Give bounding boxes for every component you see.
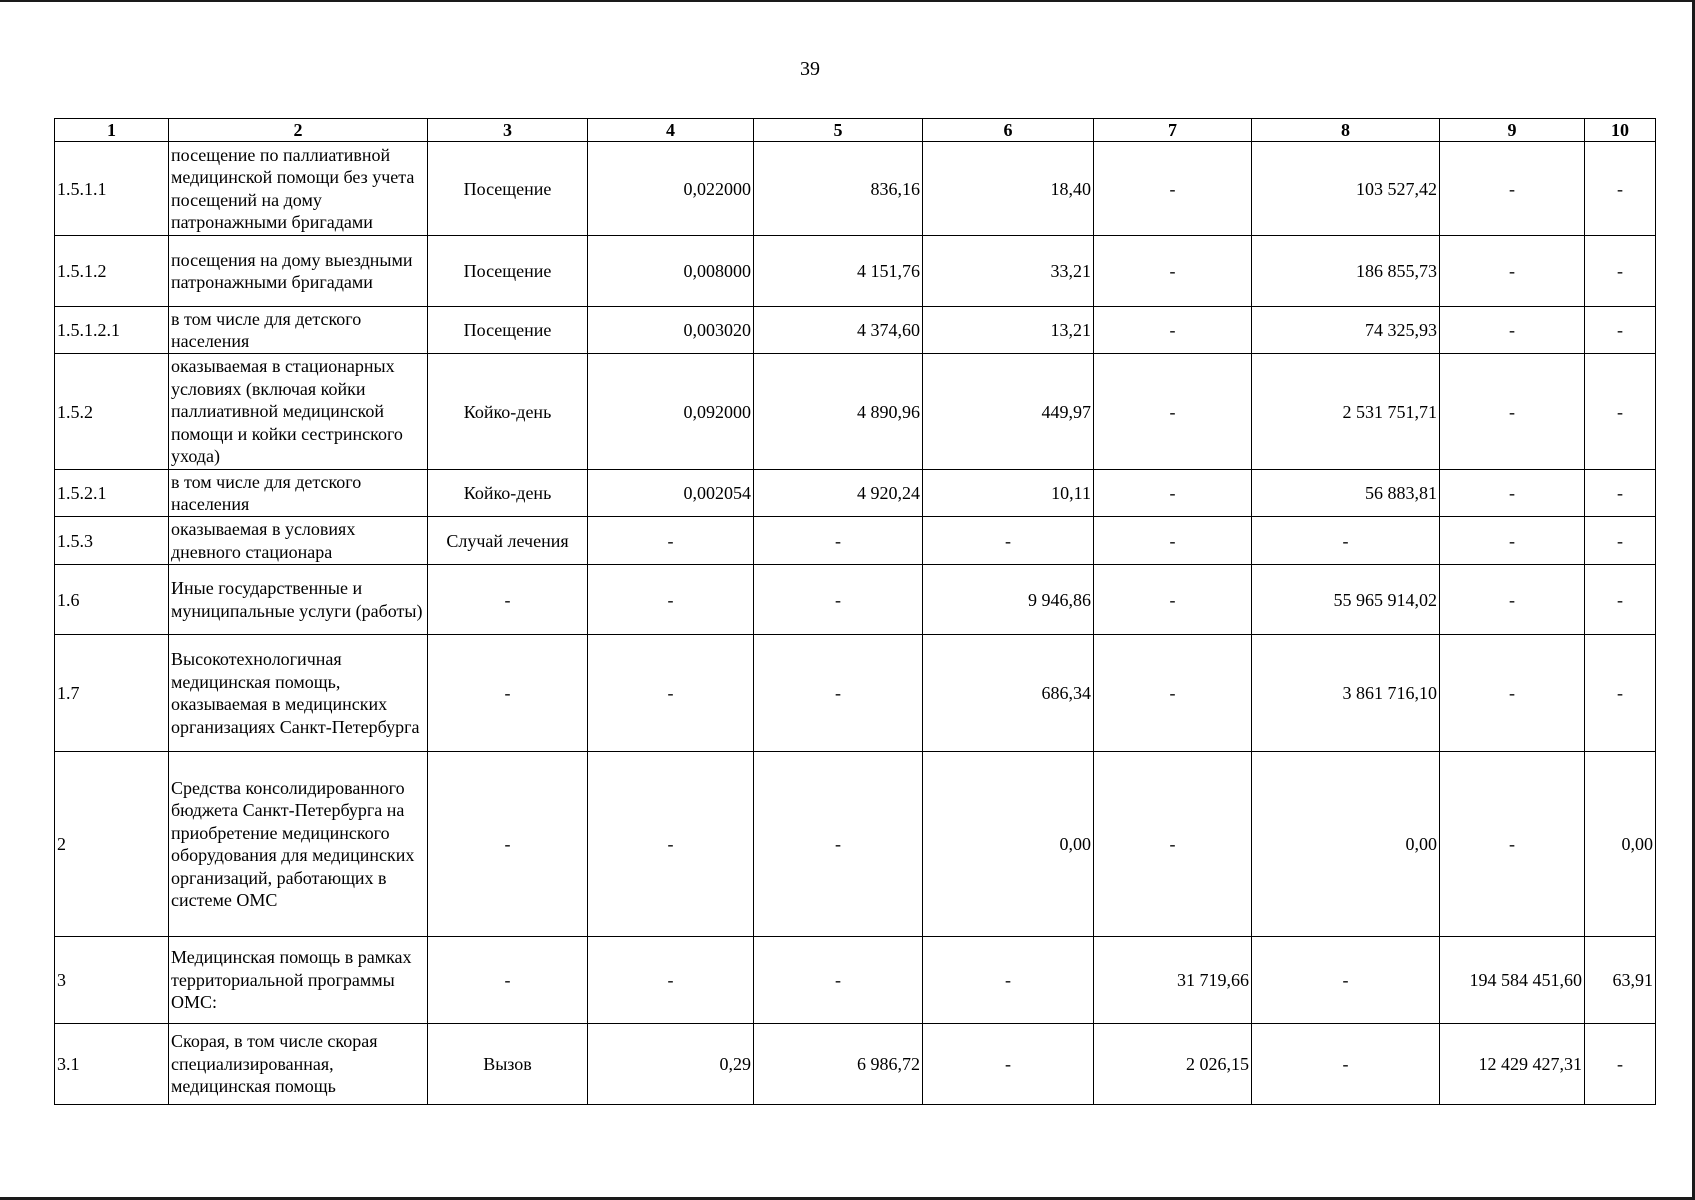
row-number: 1.5.1.2 — [55, 236, 169, 307]
row-unit: - — [428, 752, 588, 937]
table-row — [55, 307, 1656, 354]
row-unit: - — [428, 565, 588, 635]
table-row — [55, 635, 1656, 752]
row-name: Средства консолидированного бюджета Санкт-Петербурга на приобретение медицинского оборудования для медицинских организаций, работающих в системе ОМС — [169, 752, 428, 937]
financing-table — [54, 118, 1656, 1105]
column-header: 10 — [1585, 119, 1656, 142]
row-number: 3.1 — [55, 1024, 169, 1105]
cell-col4: - — [588, 517, 754, 565]
cell-col4: 0,003020 — [588, 307, 754, 354]
cell-col8: 186 855,73 — [1252, 236, 1440, 307]
cell-col7: - — [1094, 752, 1252, 937]
cell-col10: - — [1585, 236, 1656, 307]
column-header: 4 — [588, 119, 754, 142]
row-unit: Случай лечения — [428, 517, 588, 565]
cell-col6: 449,97 — [923, 354, 1094, 470]
cell-col9: - — [1440, 142, 1585, 236]
row-name: оказываемая в стационарных условиях (включая койки паллиативной медицинской помощи и койки сестринского ухода) — [169, 354, 428, 470]
row-number: 1.5.2 — [55, 354, 169, 470]
column-header: 6 — [923, 119, 1094, 142]
cell-col9: - — [1440, 354, 1585, 470]
row-name: в том числе для детского населения — [169, 307, 428, 354]
row-unit: Посещение — [428, 236, 588, 307]
cell-col9: - — [1440, 470, 1585, 517]
cell-col9: - — [1440, 307, 1585, 354]
cell-col8: 2 531 751,71 — [1252, 354, 1440, 470]
cell-col5: - — [754, 752, 923, 937]
row-number: 1.5.1.1 — [55, 142, 169, 236]
cell-col8: 103 527,42 — [1252, 142, 1440, 236]
row-name: посещения на дому выездными патронажными бригадами — [169, 236, 428, 307]
cell-col10: 0,00 — [1585, 752, 1656, 937]
column-header: 9 — [1440, 119, 1585, 142]
row-unit: - — [428, 635, 588, 752]
cell-col9: - — [1440, 565, 1585, 635]
scan-edge-top — [0, 0, 1695, 2]
cell-col4: 0,008000 — [588, 236, 754, 307]
table-header-row — [55, 119, 1656, 142]
cell-col9: - — [1440, 635, 1585, 752]
cell-col8: - — [1252, 1024, 1440, 1105]
cell-col8: - — [1252, 517, 1440, 565]
cell-col7: - — [1094, 565, 1252, 635]
column-header: 3 — [428, 119, 588, 142]
cell-col5: 4 890,96 — [754, 354, 923, 470]
cell-col7: 2 026,15 — [1094, 1024, 1252, 1105]
cell-col9: - — [1440, 236, 1585, 307]
cell-col7: - — [1094, 142, 1252, 236]
row-number: 1.6 — [55, 565, 169, 635]
cell-col9: - — [1440, 517, 1585, 565]
cell-col6: 10,11 — [923, 470, 1094, 517]
cell-col6: - — [923, 937, 1094, 1024]
cell-col7: - — [1094, 470, 1252, 517]
cell-col6: - — [923, 517, 1094, 565]
cell-col8: 3 861 716,10 — [1252, 635, 1440, 752]
row-unit: - — [428, 937, 588, 1024]
cell-col9: - — [1440, 752, 1585, 937]
row-number: 1.5.3 — [55, 517, 169, 565]
cell-col5: - — [754, 635, 923, 752]
row-name: Высокотехнологичная медицинская помощь, оказываемая в медицинских организациях Санкт-Петербурга — [169, 635, 428, 752]
cell-col7: - — [1094, 354, 1252, 470]
cell-col5: 4 151,76 — [754, 236, 923, 307]
cell-col4: - — [588, 565, 754, 635]
cell-col10: - — [1585, 354, 1656, 470]
cell-col5: 6 986,72 — [754, 1024, 923, 1105]
row-name: оказываемая в условиях дневного стационара — [169, 517, 428, 565]
cell-col7: - — [1094, 236, 1252, 307]
cell-col4: 0,29 — [588, 1024, 754, 1105]
cell-col7: 31 719,66 — [1094, 937, 1252, 1024]
cell-col6: 686,34 — [923, 635, 1094, 752]
table-row — [55, 517, 1656, 565]
row-name: посещение по паллиативной медицинской помощи без учета посещений на дому патронажными бригадами — [169, 142, 428, 236]
row-unit: Посещение — [428, 142, 588, 236]
cell-col6: 0,00 — [923, 752, 1094, 937]
row-number: 1.7 — [55, 635, 169, 752]
cell-col4: - — [588, 635, 754, 752]
row-name: в том числе для детского населения — [169, 470, 428, 517]
cell-col5: - — [754, 517, 923, 565]
row-number: 3 — [55, 937, 169, 1024]
table-row — [55, 354, 1656, 470]
table-row — [55, 470, 1656, 517]
cell-col10: - — [1585, 635, 1656, 752]
cell-col4: - — [588, 937, 754, 1024]
cell-col7: - — [1094, 517, 1252, 565]
cell-col6: 9 946,86 — [923, 565, 1094, 635]
table-row — [55, 752, 1656, 937]
cell-col9: 12 429 427,31 — [1440, 1024, 1585, 1105]
cell-col7: - — [1094, 635, 1252, 752]
cell-col6: 33,21 — [923, 236, 1094, 307]
row-unit: Койко-день — [428, 354, 588, 470]
cell-col9: 194 584 451,60 — [1440, 937, 1585, 1024]
cell-col10: - — [1585, 142, 1656, 236]
cell-col8: 0,00 — [1252, 752, 1440, 937]
cell-col10: - — [1585, 517, 1656, 565]
row-number: 1.5.2.1 — [55, 470, 169, 517]
cell-col6: - — [923, 1024, 1094, 1105]
row-name: Иные государственные и муниципальные услуги (работы) — [169, 565, 428, 635]
cell-col4: 0,092000 — [588, 354, 754, 470]
cell-col4: - — [588, 752, 754, 937]
cell-col10: 63,91 — [1585, 937, 1656, 1024]
page-number: 39 — [800, 58, 820, 80]
column-header: 1 — [55, 119, 169, 142]
cell-col8: 55 965 914,02 — [1252, 565, 1440, 635]
cell-col5: 4 920,24 — [754, 470, 923, 517]
column-header: 2 — [169, 119, 428, 142]
cell-col5: 836,16 — [754, 142, 923, 236]
row-number: 2 — [55, 752, 169, 937]
row-number: 1.5.1.2.1 — [55, 307, 169, 354]
cell-col8: - — [1252, 937, 1440, 1024]
row-name: Скорая, в том числе скорая специализированная, медицинская помощь — [169, 1024, 428, 1105]
cell-col8: 56 883,81 — [1252, 470, 1440, 517]
row-name: Медицинская помощь в рамках территориальной программы ОМС: — [169, 937, 428, 1024]
cell-col10: - — [1585, 307, 1656, 354]
cell-col4: 0,002054 — [588, 470, 754, 517]
cell-col5: 4 374,60 — [754, 307, 923, 354]
table-row — [55, 236, 1656, 307]
column-header: 8 — [1252, 119, 1440, 142]
row-unit: Вызов — [428, 1024, 588, 1105]
cell-col7: - — [1094, 307, 1252, 354]
table-row — [55, 1024, 1656, 1105]
row-unit: Койко-день — [428, 470, 588, 517]
cell-col6: 13,21 — [923, 307, 1094, 354]
cell-col10: - — [1585, 565, 1656, 635]
cell-col8: 74 325,93 — [1252, 307, 1440, 354]
row-unit: Посещение — [428, 307, 588, 354]
cell-col5: - — [754, 937, 923, 1024]
table-row — [55, 937, 1656, 1024]
table-row — [55, 142, 1656, 236]
cell-col10: - — [1585, 1024, 1656, 1105]
cell-col10: - — [1585, 470, 1656, 517]
cell-col4: 0,022000 — [588, 142, 754, 236]
table-row — [55, 565, 1656, 635]
cell-col5: - — [754, 565, 923, 635]
column-header: 5 — [754, 119, 923, 142]
cell-col6: 18,40 — [923, 142, 1094, 236]
column-header: 7 — [1094, 119, 1252, 142]
